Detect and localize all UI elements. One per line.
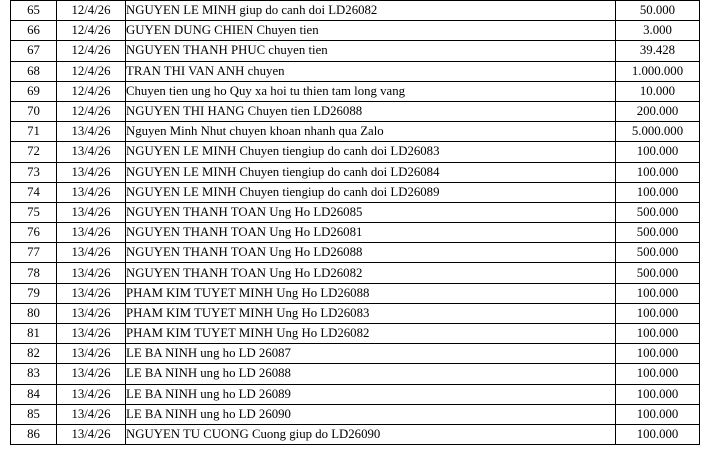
date-cell: 13/4/26 [57, 182, 126, 202]
date-cell: 13/4/26 [57, 404, 126, 424]
description-cell: NGUYEN LE MINH giup do canh doi LD26082 [126, 1, 616, 21]
row-number-cell: 77 [11, 243, 57, 263]
row-number-cell: 79 [11, 283, 57, 303]
row-number-cell: 65 [11, 1, 57, 21]
table-row [11, 283, 700, 303]
amount-cell: 500.000 [616, 223, 700, 243]
table-row [11, 202, 700, 222]
amount-cell: 39.428 [616, 41, 700, 61]
table-row [11, 324, 700, 344]
table-row [11, 101, 700, 121]
date-cell: 13/4/26 [57, 344, 126, 364]
description-cell: LE BA NINH ung ho LD 26087 [126, 344, 616, 364]
row-number-cell: 86 [11, 424, 57, 444]
description-cell: LE BA NINH ung ho LD 26088 [126, 364, 616, 384]
amount-cell: 50.000 [616, 1, 700, 21]
description-cell: PHAM KIM TUYET MINH Ung Ho LD26083 [126, 303, 616, 323]
table-row [11, 61, 700, 81]
description-cell: NGUYEN THANH TOAN Ung Ho LD26088 [126, 243, 616, 263]
table-row [11, 182, 700, 202]
description-cell: NGUYEN TU CUONG Cuong giup do LD26090 [126, 424, 616, 444]
date-cell: 13/4/26 [57, 202, 126, 222]
description-cell: NGUYEN LE MINH Chuyen tiengiup do canh doi LD26089 [126, 182, 616, 202]
amount-cell: 200.000 [616, 101, 700, 121]
row-number-cell: 76 [11, 223, 57, 243]
description-cell: Nguyen Minh Nhut chuyen khoan nhanh qua Zalo [126, 122, 616, 142]
row-number-cell: 68 [11, 61, 57, 81]
date-cell: 13/4/26 [57, 162, 126, 182]
row-number-cell: 69 [11, 81, 57, 101]
row-number-cell: 70 [11, 101, 57, 121]
amount-cell: 5.000.000 [616, 122, 700, 142]
table-row [11, 1, 700, 21]
date-cell: 13/4/26 [57, 283, 126, 303]
table-row [11, 162, 700, 182]
table-row [11, 424, 700, 444]
description-cell: NGUYEN THANH PHUC chuyen tien [126, 41, 616, 61]
description-cell: Chuyen tien ung ho Quy xa hoi tu thien tam long vang [126, 81, 616, 101]
table-row [11, 344, 700, 364]
date-cell: 13/4/26 [57, 424, 126, 444]
date-cell: 12/4/26 [57, 41, 126, 61]
date-cell: 12/4/26 [57, 61, 126, 81]
row-number-cell: 80 [11, 303, 57, 323]
description-cell: NGUYEN THANH TOAN Ung Ho LD26082 [126, 263, 616, 283]
table-row [11, 223, 700, 243]
amount-cell: 500.000 [616, 202, 700, 222]
table-row [11, 142, 700, 162]
date-cell: 12/4/26 [57, 1, 126, 21]
amount-cell: 10.000 [616, 81, 700, 101]
description-cell: NGUYEN THANH TOAN Ung Ho LD26081 [126, 223, 616, 243]
table-row [11, 41, 700, 61]
row-number-cell: 67 [11, 41, 57, 61]
description-cell: NGUYEN LE MINH Chuyen tiengiup do canh doi LD26084 [126, 162, 616, 182]
description-cell: NGUYEN THI HANG Chuyen tien LD26088 [126, 101, 616, 121]
description-cell: GUYEN DUNG CHIEN Chuyen tien [126, 21, 616, 41]
amount-cell: 100.000 [616, 162, 700, 182]
date-cell: 13/4/26 [57, 384, 126, 404]
date-cell: 13/4/26 [57, 122, 126, 142]
description-cell: TRAN THI VAN ANH chuyen [126, 61, 616, 81]
table-row [11, 122, 700, 142]
amount-cell: 100.000 [616, 384, 700, 404]
description-cell: NGUYEN LE MINH Chuyen tiengiup do canh doi LD26083 [126, 142, 616, 162]
donation-ledger-table [10, 0, 700, 445]
amount-cell: 100.000 [616, 364, 700, 384]
ledger-body [11, 1, 700, 445]
date-cell: 13/4/26 [57, 364, 126, 384]
date-cell: 13/4/26 [57, 263, 126, 283]
date-cell: 12/4/26 [57, 81, 126, 101]
date-cell: 13/4/26 [57, 223, 126, 243]
date-cell: 12/4/26 [57, 21, 126, 41]
row-number-cell: 72 [11, 142, 57, 162]
table-row [11, 81, 700, 101]
description-cell: NGUYEN THANH TOAN Ung Ho LD26085 [126, 202, 616, 222]
amount-cell: 500.000 [616, 243, 700, 263]
amount-cell: 1.000.000 [616, 61, 700, 81]
amount-cell: 100.000 [616, 142, 700, 162]
row-number-cell: 78 [11, 263, 57, 283]
table-row [11, 404, 700, 424]
table-row [11, 364, 700, 384]
row-number-cell: 71 [11, 122, 57, 142]
amount-cell: 500.000 [616, 263, 700, 283]
amount-cell: 3.000 [616, 21, 700, 41]
row-number-cell: 85 [11, 404, 57, 424]
row-number-cell: 84 [11, 384, 57, 404]
row-number-cell: 75 [11, 202, 57, 222]
amount-cell: 100.000 [616, 182, 700, 202]
table-row [11, 384, 700, 404]
date-cell: 12/4/26 [57, 101, 126, 121]
description-cell: LE BA NINH ung ho LD 26090 [126, 404, 616, 424]
table-row [11, 263, 700, 283]
amount-cell: 100.000 [616, 404, 700, 424]
amount-cell: 100.000 [616, 424, 700, 444]
row-number-cell: 81 [11, 324, 57, 344]
table-row [11, 303, 700, 323]
row-number-cell: 66 [11, 21, 57, 41]
amount-cell: 100.000 [616, 344, 700, 364]
row-number-cell: 82 [11, 344, 57, 364]
description-cell: PHAM KIM TUYET MINH Ung Ho LD26082 [126, 324, 616, 344]
table-row [11, 21, 700, 41]
amount-cell: 100.000 [616, 303, 700, 323]
date-cell: 13/4/26 [57, 324, 126, 344]
date-cell: 13/4/26 [57, 142, 126, 162]
description-cell: LE BA NINH ung ho LD 26089 [126, 384, 616, 404]
amount-cell: 100.000 [616, 324, 700, 344]
table-row [11, 243, 700, 263]
row-number-cell: 74 [11, 182, 57, 202]
amount-cell: 100.000 [616, 283, 700, 303]
row-number-cell: 83 [11, 364, 57, 384]
row-number-cell: 73 [11, 162, 57, 182]
date-cell: 13/4/26 [57, 243, 126, 263]
description-cell: PHAM KIM TUYET MINH Ung Ho LD26088 [126, 283, 616, 303]
date-cell: 13/4/26 [57, 303, 126, 323]
